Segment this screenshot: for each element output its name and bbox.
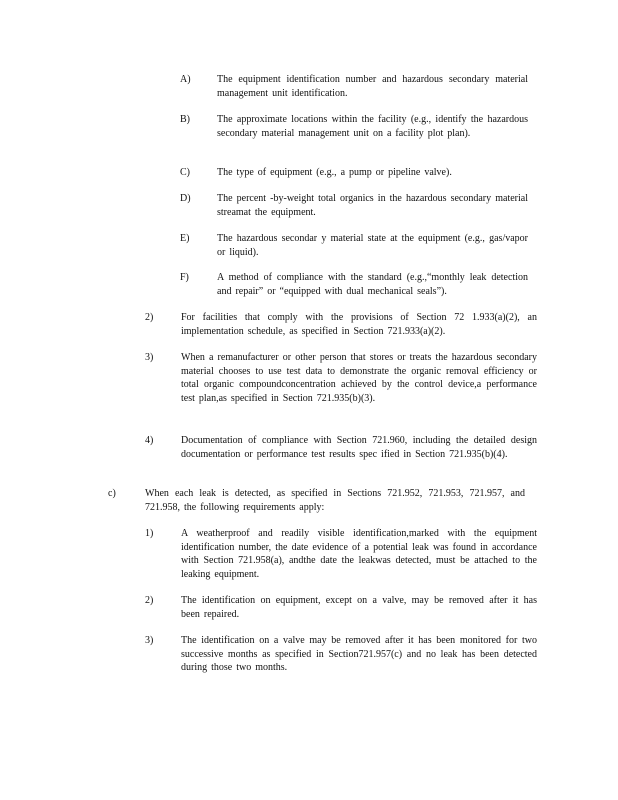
list-item-label: A)	[180, 74, 191, 85]
list-item-text: The identification on a valve may be removed after it has been monitored for two successive months as specified in Section721.957(c) and no leak has been detected during those two months.	[181, 635, 537, 673]
section-label: c)	[108, 488, 116, 499]
list-item-c1	[145, 527, 537, 581]
list-item-text: For facilities that comply with the provisions of Section 72 1.933(a)(2), an implementation schedule, as specified in Section 721.933(a)(2).	[181, 312, 537, 337]
list-item-label: B)	[180, 114, 190, 125]
list-item-text: A weatherproof and readily visible identification,marked with the equipment identification number, the date evidence of a potential leak was found in accordance with Section 721.958(a), andthe date the leakwas detected, must be attached to the leaking equipment.	[181, 528, 537, 580]
list-item-label: 2)	[145, 595, 154, 606]
list-item-text: The identification on equipment, except on a valve, may be removed after it has been repaired.	[181, 595, 537, 620]
list-item-label: D)	[180, 193, 191, 204]
list-item-c	[180, 166, 528, 180]
list-item-text: The approximate locations within the facility (e.g., identify the hazardous secondary material management unit on a facility plot plan).	[217, 114, 528, 139]
list-item-text: The type of equipment (e.g., a pump or pipeline valve).	[217, 167, 452, 178]
list-item-label: 3)	[145, 635, 154, 646]
list-item-text: The equipment identification number and hazardous secondary material management unit identification.	[217, 74, 528, 99]
list-item-4	[145, 434, 537, 461]
list-item-e	[180, 232, 528, 259]
list-item-c3	[145, 634, 537, 675]
list-item-text: The percent -by-weight total organics in the hazardous secondary material streamat the equipment.	[217, 193, 528, 218]
list-item-c2	[145, 594, 537, 621]
list-item-d	[180, 192, 528, 219]
list-item-text: A method of compliance with the standard (e.g.,“monthly leak detection and repair” or “equipped with dual mechanical seals”).	[217, 272, 528, 297]
list-item-label: 2)	[145, 312, 154, 323]
list-item-a	[180, 73, 528, 100]
list-item-text: The hazardous secondar y material state at the equipment (e.g., gas/vapor or liquid).	[217, 233, 528, 258]
list-item-label: F)	[180, 272, 189, 283]
section-text: When each leak is detected, as specified in Sections 721.952, 721.953, 721.957, and 721.958, the following requirements apply:	[145, 488, 525, 513]
list-item-text: When a remanufacturer or other person that stores or treats the hazardous secondary material chooses to use test data to demonstrate the organic removal efficiency or total organic compoundconcentration achieved by the control device,a performance test plan,as specified in Section 721.935(b)(3).	[181, 352, 537, 404]
list-item-label: C)	[180, 167, 190, 178]
list-item-3	[145, 351, 537, 405]
list-item-text: Documentation of compliance with Section 721.960, including the detailed design documentation or performance test results spec ified in Section 721.935(b)(4).	[181, 435, 537, 460]
section-c	[108, 487, 525, 514]
list-item-label: 3)	[145, 352, 154, 363]
list-item-label: 4)	[145, 435, 154, 446]
list-item-2	[145, 311, 537, 338]
list-item-b	[180, 113, 528, 140]
list-item-label: E)	[180, 233, 190, 244]
list-item-label: 1)	[145, 528, 154, 539]
list-item-f	[180, 271, 528, 298]
